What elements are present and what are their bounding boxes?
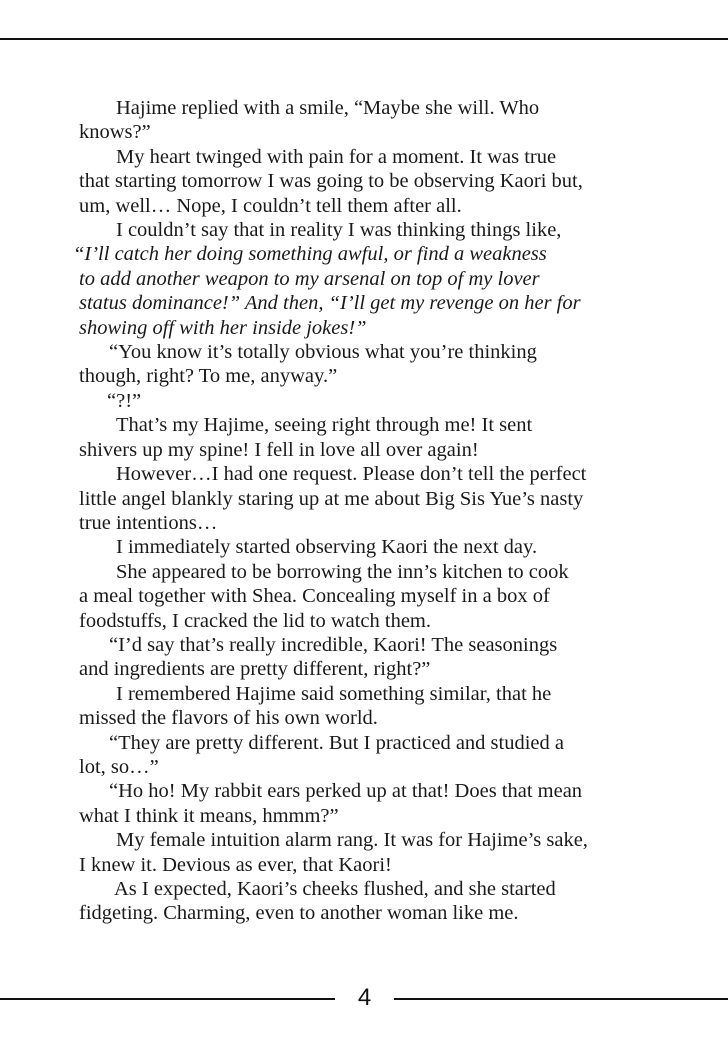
paragraph	[79, 535, 639, 559]
text-line: that starting tomorrow I was going to be observing Kaori but,	[79, 170, 583, 193]
text-line: That’s my Hajime, seeing right through me! It sent	[116, 414, 533, 437]
paragraph	[79, 560, 639, 633]
text-line: um, well… Nope, I couldn’t tell them after all.	[79, 194, 462, 217]
text-line: to add another weapon to my arsenal on top of my lover	[79, 267, 540, 290]
paragraph	[79, 96, 639, 145]
text-line: As I expected, Kaori’s cheeks flushed, and she started	[114, 878, 556, 900]
paragraph	[79, 218, 639, 242]
text-line: “Ho ho! My rabbit ears perked up at that! Does that mean	[109, 780, 583, 803]
text-line: I knew it. Devious as ever, that Kaori!	[79, 853, 392, 876]
footer-rule-right	[394, 998, 728, 1000]
text-line: “?!”	[107, 389, 142, 412]
text-line: foodstuffs, I cracked the lid to watch them.	[79, 609, 432, 632]
text-line: lot, so…”	[79, 755, 159, 778]
text-line: showing off with her inside jokes!”	[79, 316, 367, 339]
paragraph	[79, 633, 639, 682]
page-number: 4	[357, 984, 372, 1011]
paragraph	[79, 682, 639, 731]
paragraph	[79, 413, 639, 462]
paragraph	[73, 242, 639, 340]
text-line: My heart twinged with pain for a moment. It was true	[116, 145, 557, 168]
text-line: status dominance!” And then, “I’ll get my revenge on her for	[79, 292, 581, 315]
text-line: I remembered Hajime said something similar, that he	[116, 682, 552, 705]
text-line: true intentions…	[79, 511, 218, 534]
text-line: “They are pretty different. But I practiced and studied a	[109, 731, 564, 754]
paragraph	[79, 389, 639, 413]
text-line: though, right? To me, anyway.”	[79, 365, 338, 388]
text-line: However…I had one request. Please don’t tell the perfect	[116, 463, 587, 486]
text-line: and ingredients are pretty different, right?”	[79, 658, 431, 681]
text-line: “You know it’s totally obvious what you’re thinking	[109, 341, 537, 364]
text-line: “I’d say that’s really incredible, Kaori! The seasonings	[109, 633, 558, 656]
paragraph	[79, 877, 639, 926]
paragraph	[79, 779, 639, 828]
text-line: I immediately started observing Kaori the next day.	[116, 536, 538, 559]
paragraph	[79, 731, 639, 780]
text-line: I couldn’t say that in reality I was thinking things like,	[116, 219, 562, 242]
body-text	[73, 96, 639, 926]
paragraph	[79, 145, 639, 218]
paragraph	[79, 340, 639, 389]
text-line: “I’ll catch her doing something awful, or find a weakness	[73, 243, 547, 266]
text-line: what I think it means, hmmm?”	[79, 804, 339, 827]
text-line: My female intuition alarm rang. It was for Hajime’s sake,	[116, 829, 588, 852]
paragraph	[79, 828, 639, 877]
text-line: shivers up my spine! I fell in love all over again!	[79, 438, 479, 461]
text-line: a meal together with Shea. Concealing myself in a box of	[79, 585, 550, 608]
text-line: missed the flavors of his own world.	[79, 707, 378, 730]
paragraph	[79, 462, 639, 535]
text-line: little angel blankly staring up at me about Big Sis Yue’s nasty	[79, 487, 584, 510]
text-line: Hajime replied with a smile, “Maybe she will. Who	[116, 97, 540, 119]
text-line: She appeared to be borrowing the inn’s kitchen to cook	[116, 560, 569, 583]
text-line: knows?”	[79, 121, 151, 144]
top-rule	[0, 38, 728, 40]
footer-rule-left	[0, 998, 335, 1000]
text-line: fidgeting. Charming, even to another woman like me.	[79, 902, 519, 925]
